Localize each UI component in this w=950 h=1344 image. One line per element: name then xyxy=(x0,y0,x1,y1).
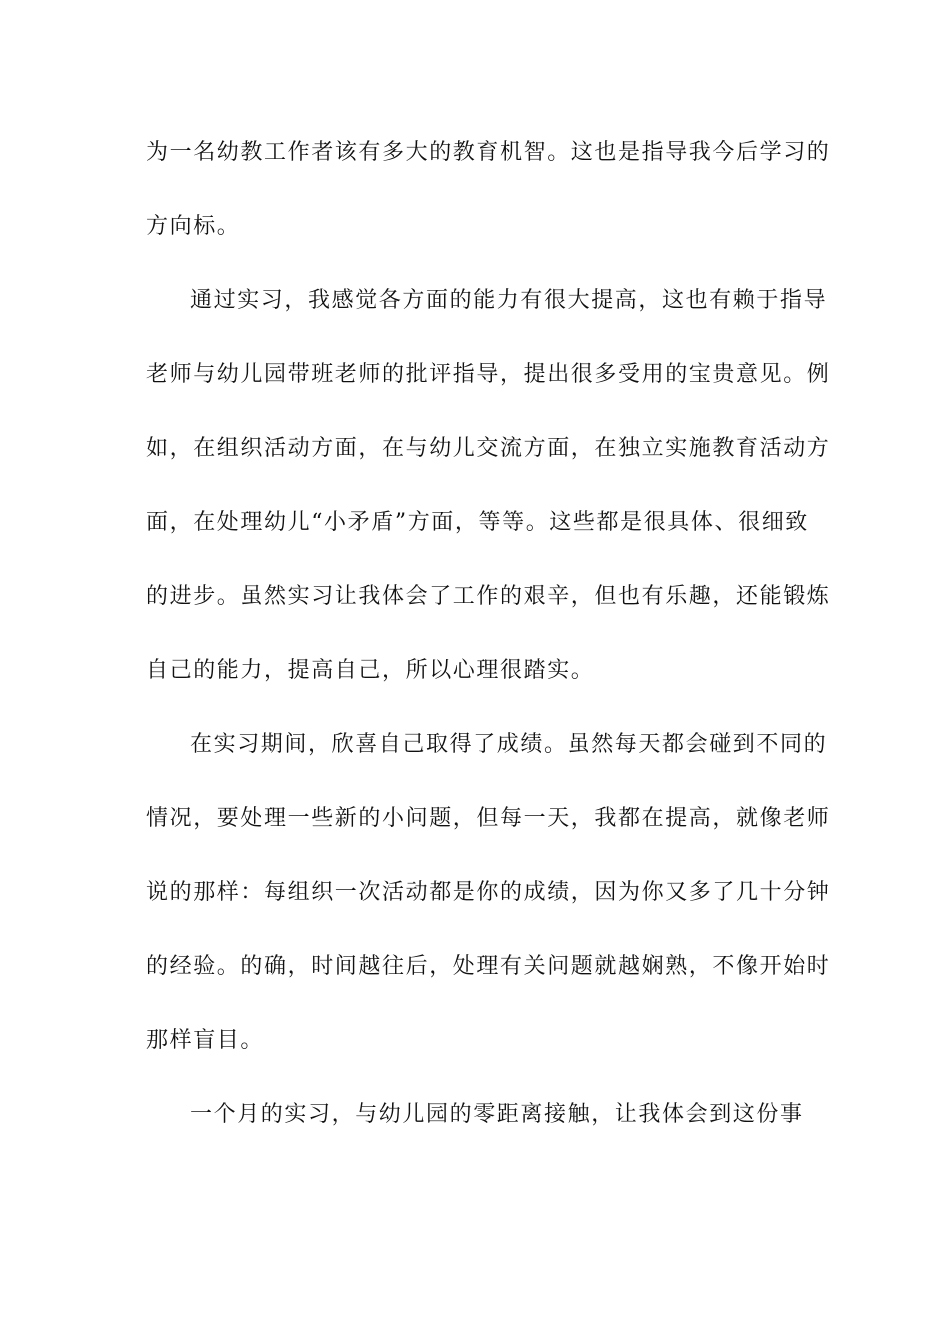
text-line: 说的那样：每组织一次活动都是你的成绩，因为你又多了几十分钟 xyxy=(146,880,831,905)
body-text xyxy=(146,133,831,1169)
text-line: 的进步。虽然实习让我体会了工作的艰辛，但也有乐趣，还能锻炼 xyxy=(146,584,831,609)
text-line: 方向标。 xyxy=(146,214,241,239)
text-line: 为一名幼教工作者该有多大的教育机智。这也是指导我今后学习的 xyxy=(146,140,831,165)
paragraph-first-line: 在实习期间，欣喜自己取得了成绩。虽然每天都会碰到不同的 xyxy=(190,732,828,757)
text-line: 那样盲目。 xyxy=(146,1028,265,1053)
text-line: 老师与幼儿园带班老师的批评指导，提出很多受用的宝贵意见。例 xyxy=(146,362,831,387)
text-line: 的经验。的确，时间越往后，处理有关问题就越娴熟，不像开始时 xyxy=(146,954,831,979)
text-line: 面，在处理幼儿“小矛盾”方面，等等。这些都是很具体、很细致 xyxy=(146,510,809,535)
text-line: 自己的能力，提高自己，所以心理很踏实。 xyxy=(146,658,595,683)
paragraph-first-line: 通过实习，我感觉各方面的能力有很大提高，这也有赖于指导 xyxy=(190,288,828,313)
text-line: 如，在组织活动方面，在与幼儿交流方面，在独立实施教育活动方 xyxy=(146,436,831,461)
text-line: 情况，要处理一些新的小问题，但每一天，我都在提高，就像老师 xyxy=(146,806,831,831)
paragraph-first-line: 一个月的实习，与幼儿园的零距离接触，让我体会到这份事 xyxy=(190,1102,804,1127)
